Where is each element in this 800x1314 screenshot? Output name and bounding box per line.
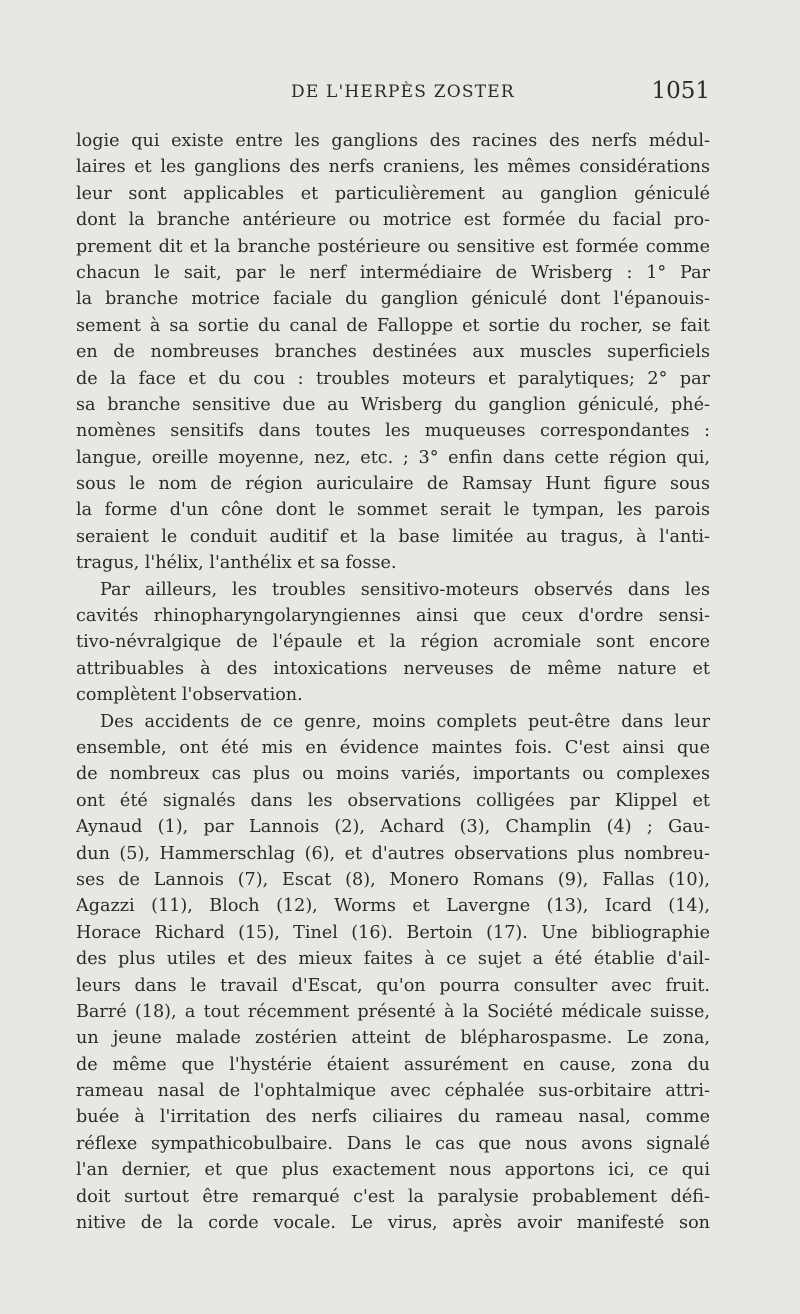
page-header [76,78,710,114]
text-line: sement à sa sortie du canal de Falloppe et sortie du rocher, se fait [76,315,710,336]
text-line: dont la branche antérieure ou motrice est formée du facial pro- [76,210,710,231]
text-line: de même que l'hystérie étaient assurément en cause, zona du [76,1054,710,1075]
text-line: ses de Lannois (7), Escat (8), Monero Romans (9), Fallas (10), [76,869,710,890]
text-line: rameau nasal de l'ophtalmique avec céphalée sus-orbitaire attri- [76,1081,710,1102]
text-line: prement dit et la branche postérieure ou sensitive est formée comme [76,236,710,257]
text-line: l'an dernier, et que plus exactement nous apportons ici, ce qui [76,1160,710,1181]
text-line: ont été signalés dans les observations colligées par Klippel et [76,790,710,811]
text-line: de nombreux cas plus ou moins variés, importants ou complexes [76,764,710,785]
text-line: réflexe sympathicobulbaire. Dans le cas que nous avons signalé [76,1133,710,1154]
text-line: attribuables à des intoxications nerveuses de même nature et [76,658,710,679]
text-line: tragus, l'hélix, l'anthélix et sa fosse. [76,553,397,574]
text-line: Agazzi (11), Bloch (12), Worms et Lavergne (13), Icard (14), [76,896,710,917]
text-line: Barré (18), a tout récemment présenté à la Société médicale suisse, [76,1001,710,1022]
text-line: ensemble, ont été mis en évidence maintes fois. C'est ainsi que [76,737,710,758]
text-line: Aynaud (1), par Lannois (2), Achard (3), Champlin (4) ; Gau- [76,817,710,838]
text-line: doit surtout être remarqué c'est la paralysie probablement défi- [76,1186,710,1207]
text-line: buée à l'irritation des nerfs ciliaires du rameau nasal, comme [76,1107,710,1128]
text-line: tivo-névralgique de l'épaule et la région acromiale sont encore [76,632,710,653]
text-line: nitive de la corde vocale. Le virus, après avoir manifesté son [76,1213,710,1234]
text-line: Horace Richard (15), Tinel (16). Bertoin (17). Une bibliographie [76,922,710,943]
text-line: dun (5), Hammerschlag (6), et d'autres observations plus nombreu- [76,843,710,864]
text-line: laires et les ganglions des nerfs craniens, les mêmes considérations [76,157,710,178]
text-line: en de nombreuses branches destinées aux muscles superficiels [76,342,710,363]
text-line: de la face et du cou : troubles moteurs et paralytiques; 2° par [76,368,710,389]
body-text [76,128,710,1236]
text-line: Des accidents de ce genre, moins complets peut-être dans leur [100,711,710,732]
text-line: nomènes sensitifs dans toutes les muqueuses correspondantes : [76,421,710,442]
text-line: logie qui existe entre les ganglions des racines des nerfs médul- [76,131,710,151]
text-line: la branche motrice faciale du ganglion géniculé dont l'épanouis- [76,289,710,310]
text-line: sa branche sensitive due au Wrisberg du ganglion géniculé, phé- [76,394,710,415]
text-line: seraient le conduit auditif et la base limitée au tragus, à l'anti- [76,526,710,547]
text-line: Par ailleurs, les troubles sensitivo-moteurs observés dans les [100,579,710,600]
text-line: cavités rhinopharyngolaryngiennes ainsi que ceux d'ordre sensi- [76,606,710,627]
text-line: sous le nom de région auriculaire de Ramsay Hunt figure sous [76,474,710,495]
text-line: langue, oreille moyenne, nez, etc. ; 3° enfin dans cette région qui, [76,447,710,468]
text-line: leur sont applicables et particulièrement au ganglion géniculé [76,183,710,204]
page-number: 1051 [651,78,710,104]
running-title: DE L'HERPÈS ZOSTER [291,82,515,102]
text-line: la forme d'un cône dont le sommet serait le tympan, les parois [76,500,710,521]
text-line: des plus utiles et des mieux faites à ce sujet a été établie d'ail- [76,949,710,970]
text-line: un jeune malade zostérien atteint de blépharospasme. Le zona, [76,1028,710,1049]
text-line: complètent l'observation. [76,685,303,706]
text-line: leurs dans le travail d'Escat, qu'on pourra consulter avec fruit. [76,975,710,996]
text-line: chacun le sait, par le nerf intermédiaire de Wrisberg : 1° Par [76,262,710,283]
